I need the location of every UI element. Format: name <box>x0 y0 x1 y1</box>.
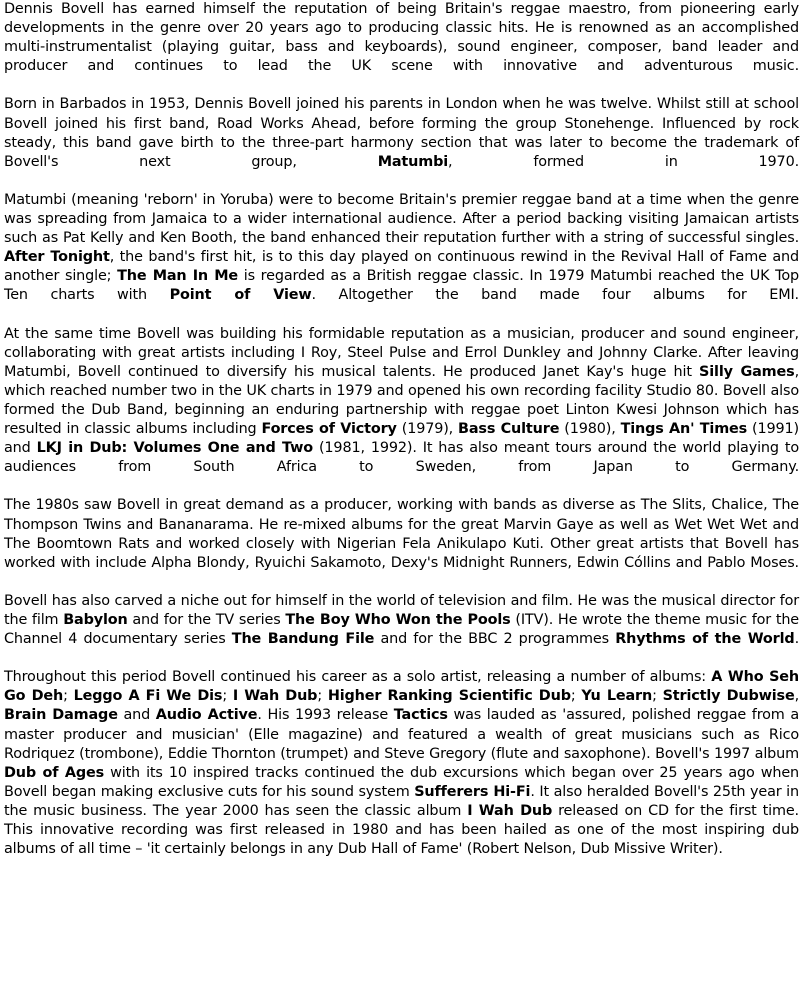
body-text: . It also heralded Bovell's 25th year in the music business. The year 2000 has seen the classic album <box>4 783 799 819</box>
body-text: , which reached number two in the UK charts in 1979 and opened his own recording facility Studio 80. Bovell also formed the Dub Band, beginning an enduring partnership with reggae poet Linton Kwesi Johnson which has resulted in classic albums including <box>4 363 799 438</box>
body-text: . <box>794 631 799 648</box>
body-text: was lauded as 'assured, polished reggae from a master producer and musician' (Elle magazine) and featured a wealth of great musicians such as Rico Rodriquez (trombone), Eddie Thornton (trumpet) and Steve Gregory (flute and saxophone). Bovell's 1997 album <box>4 707 799 762</box>
body-text: At the same time Bovell was building his formidable reputation as a musician, producer and sound engineer, collaborating with great artists including I Roy, Steel Pulse and Errol Dunkley and Johnny Clarke. After leaving Matumbi, Bovell continued to diversify his musical talents. He produced Janet Kay's huge hit <box>4 325 799 380</box>
paragraph-matumbi <box>4 191 799 306</box>
paragraph-producer-career <box>4 325 799 478</box>
paragraph-intro <box>4 0 799 76</box>
bold-title-text: Point of View <box>169 287 312 304</box>
bold-title-text: Rhythms of the World <box>615 631 795 648</box>
bold-title-text: I Wah Dub <box>232 688 318 705</box>
body-text: ; <box>652 688 663 705</box>
body-text: ; <box>63 688 74 705</box>
bold-title-text: Leggo A Fi We Dis <box>73 688 223 705</box>
paragraph-solo-career <box>4 668 799 859</box>
body-text: and for the TV series <box>127 612 286 628</box>
body-text: Dennis Bovell has earned himself the reputation of being Britain's reggae maestro, from pioneering early developments in the genre over 20 years ago to producing classic hits. He is renowned as an accomplished multi-instrumentalist (playing guitar, bass and keyboards), sound engineer, composer, band leader and producer and continues to lead the UK scene with innovative and adventurous music. <box>4 1 799 75</box>
body-text: (ITV). He wrote the theme music for the Channel 4 documentary series <box>4 612 800 648</box>
bold-title-text: Higher Ranking Scientific Dub <box>327 688 571 705</box>
body-text: ; <box>222 688 233 705</box>
bold-title-text: Strictly Dubwise <box>662 688 795 705</box>
body-text: Bovell has also carved a niche out for himself in the world of television and film. He was the musical director for the film <box>4 592 799 628</box>
paragraph-television-film <box>4 592 799 649</box>
paragraph-1980s <box>4 496 799 572</box>
bold-title-text: I Wah Dub <box>467 802 553 819</box>
body-text: is regarded as a British reggae classic. In 1979 Matumbi reached the UK Top Ten charts with <box>4 268 799 304</box>
biography-document <box>4 0 799 878</box>
paragraph-early-life <box>4 95 799 171</box>
body-text: released on CD for the first time. This innovative recording was first released in 1980 and has been hailed as one of the most inspiring dub albums of all time – 'it certainly belongs in any Dub Hall of Fame' (Robert Nelson, Dub Missive Writer). <box>4 802 799 858</box>
body-text: , <box>794 688 799 705</box>
bold-title-text: The Boy Who Won the Pools <box>285 612 511 628</box>
bold-title-text: Audio Active <box>155 707 258 724</box>
body-text: ; <box>317 688 328 705</box>
bold-title-text: Tings An' Times <box>620 421 748 438</box>
body-text: with its 10 inspired tracks continued the dub excursions which began over 25 years ago when Bovell began making exclusive cuts for his sound system <box>4 764 800 800</box>
bold-title-text: Bass Culture <box>458 421 560 438</box>
body-text: The 1980s saw Bovell in great demand as a producer, working with bands as diverse as The Slits, Chalice, The Thompson Twins and Bananarama. He re-mixed albums for the great Marvin Gaye as well as Wet Wet Wet and The Boomtown Rats and worked closely with Nigerian Fela Anikulapo Kuti. Other great artists that Bovell has worked with include Alpha Blondy, Ryuichi Sakamoto, Dexy's Midnight Runners, Edwin Cóllins and Pablo Moses. <box>4 497 799 571</box>
body-text: and for the BBC 2 programmes <box>374 631 616 648</box>
body-text: (1979), <box>396 421 459 438</box>
body-text: Matumbi (meaning 'reborn' in Yoruba) were to become Britain's premier reggae band at a time when the genre was spreading from Jamaica to a wider international audience. After a period backing visiting Jamaican artists such as Pat Kelly and Ken Booth, the band enhanced their reputation further with a string of successful singles. <box>4 191 799 247</box>
bold-title-text: Sufferers Hi-Fi <box>414 783 531 800</box>
body-text: , the band's first hit, is to this day played on continuous rewind in the Revival Hall of Fame and another single; <box>4 249 799 285</box>
bold-title-text: After Tonight <box>4 249 110 266</box>
bold-title-text: The Man In Me <box>117 268 238 285</box>
body-text: Born in Barbados in 1953, Dennis Bovell joined his parents in London when he was twelve. Whilst still at school Bovell joined his first band, Road Works Ahead, before forming the group Stonehenge. Influenced by rock steady, this band gave birth to the three-part harmony section that was later to become the trademark of Bovell's next group, <box>4 96 799 170</box>
body-text: (1991) and <box>4 421 799 457</box>
bold-title-text: Babylon <box>63 612 128 628</box>
body-text: , formed in 1970. <box>448 153 799 170</box>
body-text: (1980), <box>559 421 621 438</box>
bold-title-text: The Bandung File <box>231 631 375 648</box>
body-text: . Altogether the band made four albums for EMI. <box>311 287 799 304</box>
body-text: (1981, 1992). It has also meant tours around the world playing to audiences from South Africa to Sweden, from Japan to Germany. <box>4 440 799 476</box>
bold-title-text: Silly Games <box>699 363 795 380</box>
bold-title-text: Matumbi <box>377 153 449 170</box>
body-text: . His 1993 release <box>257 707 394 724</box>
body-text: ; <box>570 688 582 705</box>
bold-title-text: Forces of Victory <box>261 421 397 438</box>
bold-title-text: Yu Learn <box>581 688 653 705</box>
body-text: Throughout this period Bovell continued his career as a solo artist, releasing a number of albums: <box>4 669 712 686</box>
bold-title-text: Brain Damage <box>4 707 118 724</box>
bold-title-text: A Who Seh Go Deh <box>4 669 800 705</box>
bold-title-text: Dub of Ages <box>4 764 105 781</box>
bold-title-text: Tactics <box>393 707 448 724</box>
bold-title-text: LKJ in Dub: Volumes One and Two <box>36 440 313 457</box>
body-text: and <box>117 707 156 724</box>
